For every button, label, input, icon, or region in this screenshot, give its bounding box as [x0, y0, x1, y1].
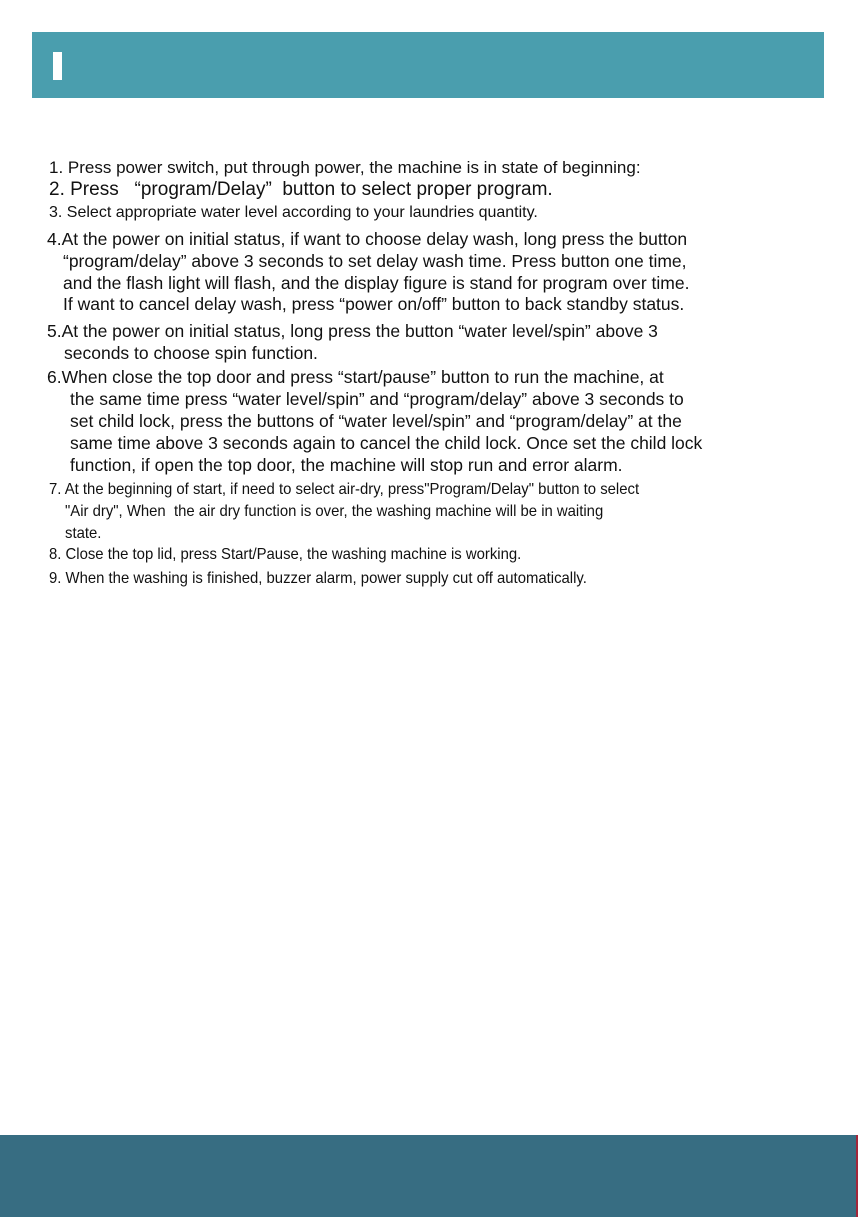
- step-6-line-1: 6.When close the top door and press “start/pause” button to run the machine, at: [47, 367, 664, 387]
- header-marker: [53, 52, 62, 80]
- step-8: 8. Close the top lid, press Start/Pause, the washing machine is working.: [49, 546, 522, 563]
- step-6-line-2: the same time press “water level/spin” and “program/delay” above 3 seconds to: [70, 389, 684, 409]
- step-1: 1. Press power switch, put through power, the machine is in state of beginning:: [49, 158, 641, 177]
- step-6-line-4: same time above 3 seconds again to cancel the child lock. Once set the child lock: [70, 433, 703, 453]
- footer-bar: [0, 1135, 856, 1217]
- step-4-line-2: “program/delay” above 3 seconds to set delay wash time. Press button one time,: [63, 251, 687, 271]
- step-3: 3. Select appropriate water level according to your laundries quantity.: [49, 204, 538, 221]
- section-header-banner: [32, 32, 824, 98]
- step-9: 9. When the washing is finished, buzzer alarm, power supply cut off automatically.: [49, 570, 587, 587]
- step-5-line-2: seconds to choose spin function.: [64, 343, 318, 363]
- step-4-line-4: If want to cancel delay wash, press “power on/off” button to back standby status.: [63, 294, 685, 314]
- step-6-line-3: set child lock, press the buttons of “water level/spin” and “program/delay” at the: [70, 411, 682, 431]
- step-4-line-3: and the flash light will flash, and the display figure is stand for program over time.: [63, 273, 690, 293]
- step-2: 2. Press “program/Delay” button to select proper program.: [49, 179, 553, 200]
- step-7-line-2: "Air dry", When the air dry function is over, the washing machine will be in waiting: [65, 503, 604, 520]
- step-7-line-1: 7. At the beginning of start, if need to select air-dry, press"Program/Delay" button to select: [49, 481, 640, 498]
- step-5-line-1: 5.At the power on initial status, long press the button “water level/spin” above 3: [47, 321, 658, 341]
- step-4-line-1: 4.At the power on initial status, if want to choose delay wash, long press the button: [47, 229, 688, 249]
- step-6-line-5: function, if open the top door, the machine will stop run and error alarm.: [70, 455, 623, 475]
- step-7-line-3: state.: [65, 525, 102, 542]
